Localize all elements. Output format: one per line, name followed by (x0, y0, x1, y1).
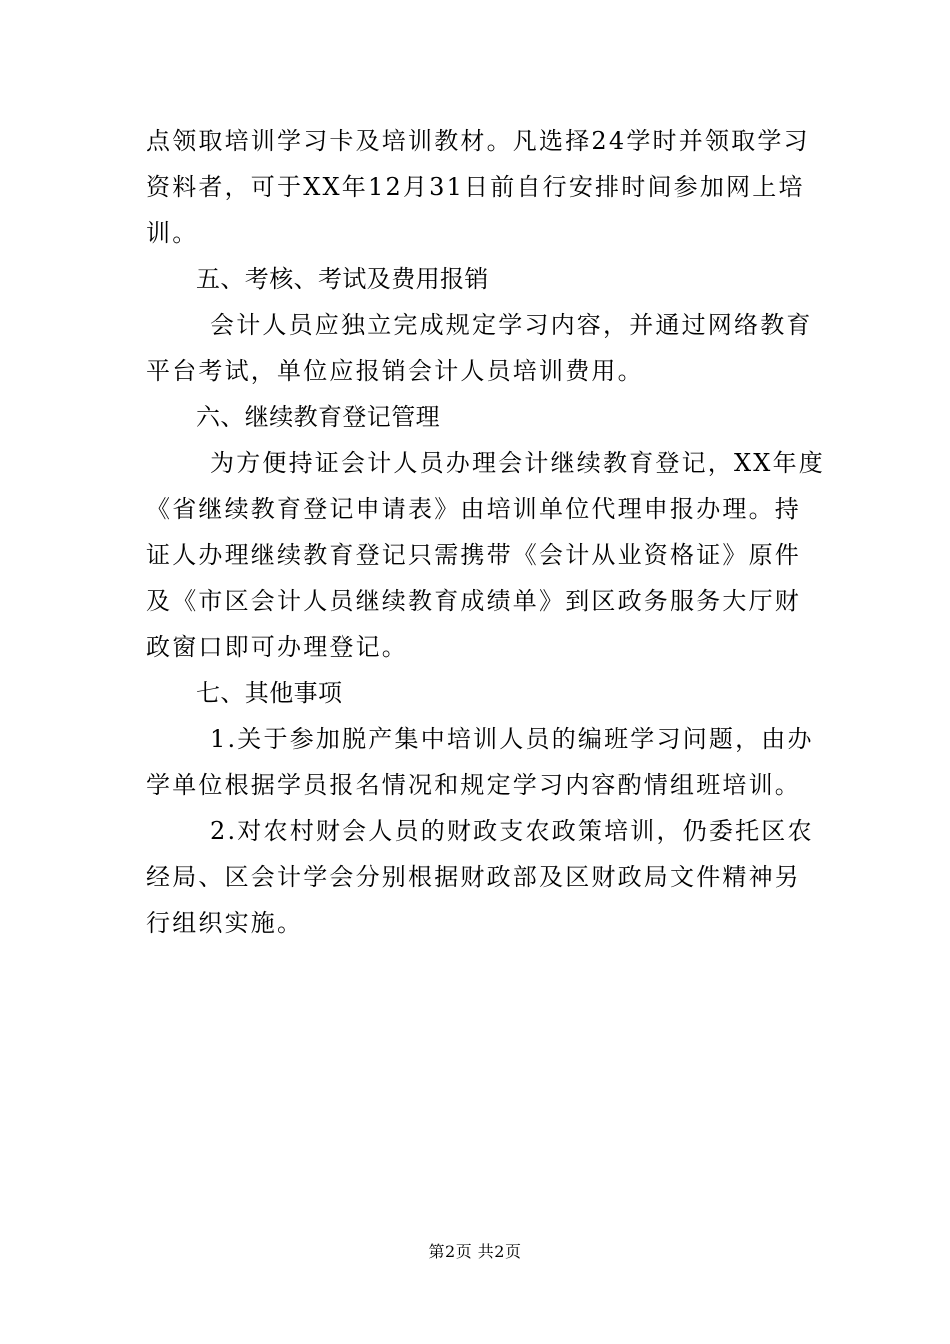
section-heading-5: 五、考核、考试及费用报销 (196, 265, 489, 293)
body-text-line: 学单位根据学员报名情况和规定学习内容酌情组班培训。 (146, 771, 801, 799)
section-heading-7: 七、其他事项 (196, 679, 343, 707)
body-text-line: 会计人员应独立完成规定学习内容，并通过网络教育 (210, 311, 813, 339)
body-text-line: 政窗口即可办理登记。 (146, 633, 408, 661)
body-text-line: 1.关于参加脱产集中培训人员的编班学习问题，由办 (210, 725, 814, 753)
body-text-line: 资料者，可于XX年12月31日前自行安排时间参加网上培 (146, 173, 805, 201)
body-text-line: 经局、区会计学会分别根据财政部及区财政局文件精神另 (146, 863, 801, 891)
body-text-line: 《省继续教育登记申请表》由培训单位代理申报办理。持 (146, 495, 801, 523)
page-footer: 第2页 共2页 (428, 1242, 522, 1261)
body-text-line: 为方便持证会计人员办理会计继续教育登记，XX年度 (210, 449, 825, 477)
body-text-line: 证人办理继续教育登记只需携带《会计从业资格证》原件 (146, 541, 801, 569)
body-text-line: 平台考试，单位应报销会计人员培训费用。 (146, 357, 644, 385)
body-text-line: 点领取培训学习卡及培训教材。凡选择24学时并领取学习 (146, 127, 810, 155)
body-text-line: 行组织实施。 (146, 909, 304, 937)
body-text-line: 训。 (146, 219, 199, 247)
body-text-line: 及《市区会计人员继续教育成绩单》到区政务服务大厅财 (146, 587, 801, 615)
section-heading-6: 六、继续教育登记管理 (196, 403, 440, 431)
body-text-line: 2.对农村财会人员的财政支农政策培训，仍委托区农 (210, 817, 814, 845)
